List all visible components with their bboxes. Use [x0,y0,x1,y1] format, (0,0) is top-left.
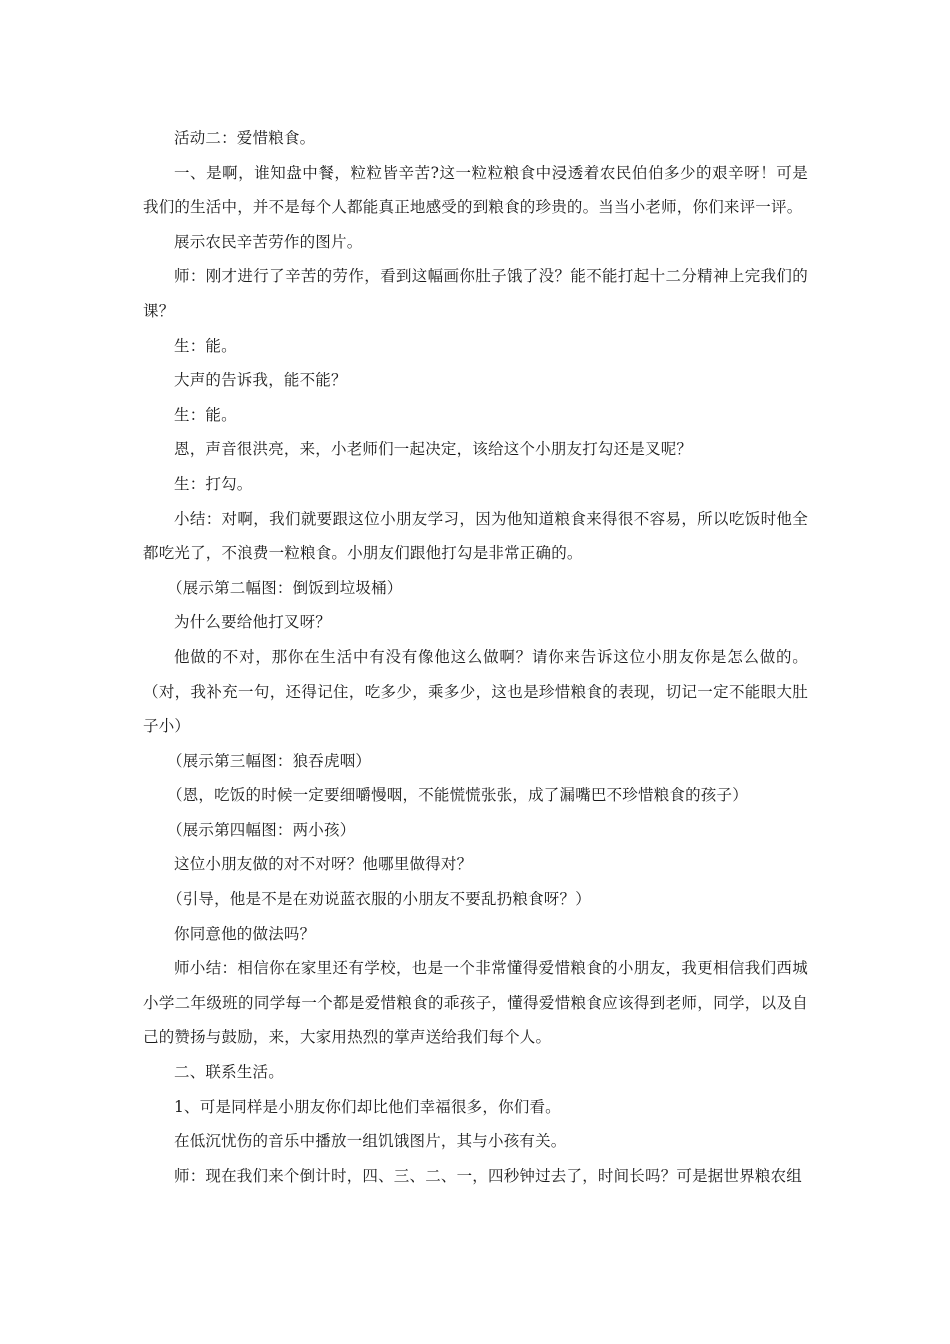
paragraph-show-second-picture: （展示第二幅图：倒饭到垃圾桶） [167,578,403,597]
paragraph-right-or-wrong: 这位小朋友做的对不对呀？他哪里做得对？ [174,855,473,874]
paragraph-agree-question: 你同意他的做法吗？ [174,924,316,943]
paragraph-why-cross: 为什么要给他打叉呀？ [174,613,332,632]
paragraph-guidance: （引导，他是不是在劝说蓝衣服的小朋友不要乱扔粮食呀？） [167,890,591,909]
document-body [143,121,808,1193]
paragraph-teacher-question: 师：刚才进行了辛苦的劳作，看到这幅画你肚子饿了没？能不能打起十二分精神上完我们的课？ [143,267,808,320]
paragraph-student-answer: 生：能。 [174,405,237,424]
paragraph-student-answer: 生：打勾。 [174,474,253,493]
paragraph-section-two-title: 二、联系生活。 [174,1063,284,1082]
paragraph-item-one: 1、可是同样是小朋友你们却比他们幸福很多，你们看。 [174,1097,561,1116]
paragraph-countdown: 师：现在我们来个倒计时，四、三、二、一，四秒钟过去了，时间长吗？可是据世界粮农组 [174,1166,803,1185]
paragraph-summary-one: 小结：对啊，我们就要跟这位小朋友学习，因为他知道粮食来得很不容易，所以吃饭时他全都吃光了，不浪费一粒粮食。小朋友们跟他打勾是非常正确的。 [143,509,808,563]
paragraph-hunger-pictures: 在低沉忧伤的音乐中播放一组饥饿图片，其与小孩有关。 [174,1132,567,1151]
paragraph-student-answer: 生：能。 [174,336,237,355]
paragraph-intro: 一、是啊，谁知盘中餐，粒粒皆辛苦?这一粒粒粮食中浸透着农民伯伯多少的艰辛呀！可是我们的生活中，并不是每个人都能真正地感受的到粮食的珍贵的。当当小老师，你们来评一评。 [143,163,808,217]
paragraph-teacher-decide: 恩，声音很洪亮，来，小老师们一起决定，该给这个小朋友打勾还是叉呢？ [174,440,693,459]
paragraph-show-farmer-picture: 展示农民辛苦劳作的图片。 [174,232,363,251]
paragraph-show-third-picture: （展示第三幅图：狼吞虎咽） [167,751,372,770]
paragraph-wrong-behavior: 他做的不对，那你在生活中有没有像他这么做啊？请你来告诉这位小朋友你是怎么做的。（对，我补充一句，还得记住，吃多少，乘多少，这也是珍惜粮食的表现，切记一定不能眼大肚子小） [143,647,808,736]
paragraph-eat-slowly: （恩，吃饭的时候一定要细嚼慢咽，不能慌慌张张，成了漏嘴巴不珍惜粮食的孩子） [167,786,748,805]
paragraph-show-fourth-picture: （展示第四幅图：两小孩） [167,820,356,839]
paragraph-teacher-summary: 师小结：相信你在家里还有学校，也是一个非常懂得爱惜粮食的小朋友，我更相信我们西城小学二年级班的同学每一个都是爱惜粮食的乖孩子，懂得爱惜粮食应该得到老师，同学，以及自己的赞扬与鼓励，来，大家用热烈的掌声送给我们每个人。 [143,959,808,1047]
paragraph-activity-two-title: 活动二：爱惜粮食。 [174,129,316,147]
paragraph-teacher-prompt: 大声的告诉我，能不能？ [174,371,347,390]
